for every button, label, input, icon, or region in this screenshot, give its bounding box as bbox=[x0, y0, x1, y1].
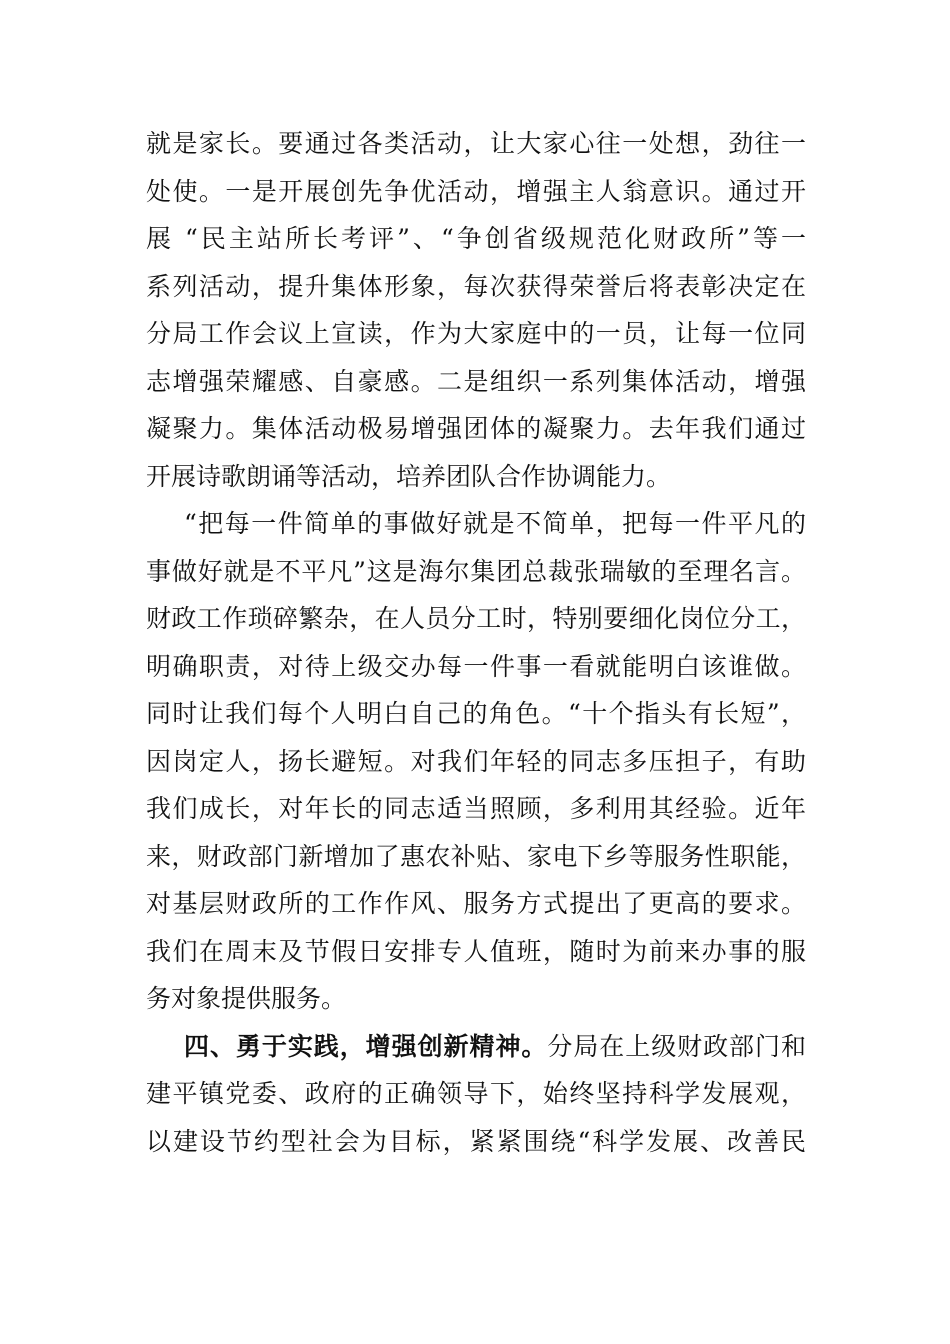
text-line: “把每一件简单的事做好就是不简单，把每一件平凡的 bbox=[184, 509, 806, 538]
document-body bbox=[146, 120, 806, 1165]
text-line: 我们成长，对年长的同志适当照顾，多利用其经验。近年 bbox=[146, 794, 806, 823]
text-line: 建平镇党委、政府的正确领导下，始终坚持科学发展观， bbox=[146, 1079, 806, 1108]
text-line: 来，财政部门新增加了惠农补贴、家电下乡等服务性职能， bbox=[146, 841, 806, 871]
text-line: 处使。一是开展创先争优活动，增强主人翁意识。通过开 bbox=[146, 176, 806, 206]
text-line: 事做好就是不平凡”这是海尔集团总裁张瑞敏的至理名言。 bbox=[146, 556, 806, 586]
text-line: 分局工作会议上宣读，作为大家庭中的一员，让每一位同 bbox=[146, 319, 806, 348]
text-line: 展 “民主站所长考评”、“争创省级规范化财政所”等一 bbox=[146, 224, 806, 253]
section-4-first-line-text: 分局在上级财政部门和 bbox=[547, 1031, 806, 1061]
text-line: 就是家长。要通过各类活动，让大家心往一处想，劲往一 bbox=[146, 129, 806, 158]
text-line: 开展诗歌朗诵等活动，培养团队合作协调能力。 bbox=[146, 461, 672, 491]
text-line: 因岗定人，扬长避短。对我们年轻的同志多压担子，有助 bbox=[146, 746, 806, 776]
text-line: 明确职责，对待上级交办每一件事一看就能明白该谁做。 bbox=[146, 651, 806, 681]
section-4-heading: 四、勇于实践，增强创新精神。 bbox=[184, 1031, 548, 1061]
text-line: 志增强荣耀感、自豪感。二是组织一系列集体活动，增强 bbox=[146, 366, 806, 396]
text-line: 我们在周末及节假日安排专人值班，随时为前来办事的服 bbox=[146, 936, 806, 966]
text-line: 财政工作琐碎繁杂，在人员分工时，特别要细化岗位分工， bbox=[146, 604, 806, 633]
text-line: 对基层财政所的工作作风、服务方式提出了更高的要求。 bbox=[146, 889, 806, 918]
text-line: 系列活动，提升集体形象，每次获得荣誉后将表彰决定在 bbox=[146, 271, 806, 301]
text-line: 以建设节约型社会为目标，紧紧围绕“科学发展、改善民 bbox=[146, 1126, 806, 1156]
text-line: 务对象提供服务。 bbox=[146, 984, 347, 1013]
section-4-first-line bbox=[146, 1023, 806, 1071]
text-line: 凝聚力。集体活动极易增强团体的凝聚力。去年我们通过 bbox=[146, 414, 806, 443]
text-line: 同时让我们每个人明白自己的角色。“十个指头有长短”， bbox=[146, 699, 806, 728]
